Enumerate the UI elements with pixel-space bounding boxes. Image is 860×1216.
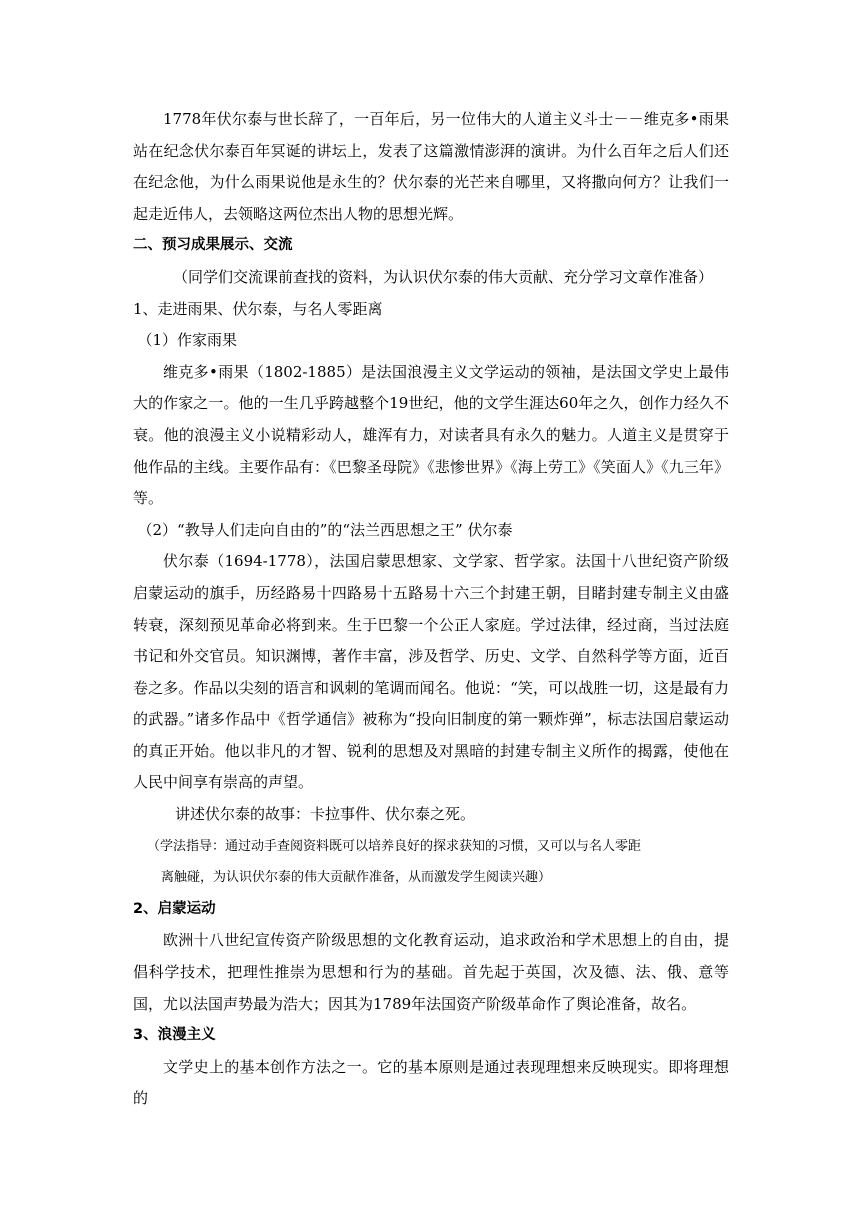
item-heading-romanticism: 3、浪漫主义: [133, 1027, 216, 1044]
story-line: 讲述伏尔泰的故事：卡拉事件、伏尔泰之死。: [175, 805, 476, 824]
item-heading-hugo-voltaire: 1、走进雨果、伏尔泰，与名人零距离: [133, 299, 383, 318]
section-heading-preview: 二、预习成果展示、交流: [133, 237, 293, 254]
hugo-paragraph: 维克多•雨果（1802-1885）是法国浪漫主义文学运动的领袖，是法国文学史上最伟大的作家之一。他的一生几乎跨越整个19世纪，他的文学生涯达60年之久，创作力经久不衰。他的浪漫主义小说精彩动人，雄浑有力，对读者具有永久的魅力。人道主义是贯穿于他作品的主线。主要作品有：《巴黎圣母院》《悲惨世界》《海上劳工》《笑面人》《九三年》等。: [133, 362, 729, 508]
enlightenment-paragraph: 欧洲十八世纪宣传资产阶级思想的文化教育运动，追求政治和学术思想上的自由，提倡科学技术，把理性推崇为思想和行为的基础。首先起于英国，次及德、法、俄、意等国，尤以法国声势最为浩大；因其为1789年法国资产阶级革命作了舆论准备，故名。: [133, 931, 729, 1013]
method-note-line1: （学法指导：通过动手查阅资料既可以培养良好的探求获知的习惯，又可以与名人零距: [147, 838, 642, 854]
exchange-note: （同学们交流课前查找的资料，为认识伏尔泰的伟大贡献、充分学习文章作准备）: [173, 267, 714, 286]
intro-paragraph: 1778年伏尔泰与世长辞了，一百年后，另一位伟大的人道主义斗士－－维克多•雨果站在纪念伏尔泰百年冥诞的讲坛上，发表了这篇激情澎湃的演讲。为什么百年之后人们还在纪念他，为什么雨果说他是永生的？伏尔泰的光芒来自哪里，又将撒向何方？让我们一起走近伟人，去领略这两位杰出人物的思想光辉。: [133, 110, 729, 223]
document-body: [133, 104, 729, 1115]
subheading-voltaire: （2）“教导人们走向自由的”的“法兰西思想之王” 伏尔泰: [137, 520, 513, 539]
voltaire-paragraph: 伏尔泰（1694-1778），法国启蒙思想家、文学家、哲学家。法国十八世纪资产阶级启蒙运动的旗手，历经路易十四路易十五路易十六三个封建王朝，目睹封建专制主义由盛转衰，深刻预见革命必将到来。生于巴黎一个公正人家庭。学过法律，经过商，当过法庭书记和外交官员。知识渊博，著作丰富，涉及哲学、历史、文学、自然科学等方面，近百卷之多。作品以尖刻的语言和讽刺的笔调而闻名。他说：“笑，可以战胜一切，这是最有力的武器。”诸多作品中《哲学通信》被称为“投向旧制度的第一颗炸弹”，标志法国启蒙运动的真正开始。他以非凡的才智、锐利的思想及对黑暗的封建专制主义所作的揭露，使他在人民中间享有崇高的声望。: [133, 552, 729, 792]
method-note-line2: 离触碰，为认识伏尔泰的伟大贡献作准备，从而激发学生阅读兴趣）: [161, 870, 552, 886]
item-heading-enlightenment: 2、启蒙运动: [133, 900, 216, 917]
subheading-hugo: （1）作家雨果: [137, 331, 238, 350]
method-guidance-note: [133, 831, 729, 894]
romanticism-paragraph: 文学史上的基本创作方法之一。它的基本原则是通过表现理想来反映现实。即将理想的: [133, 1057, 729, 1108]
